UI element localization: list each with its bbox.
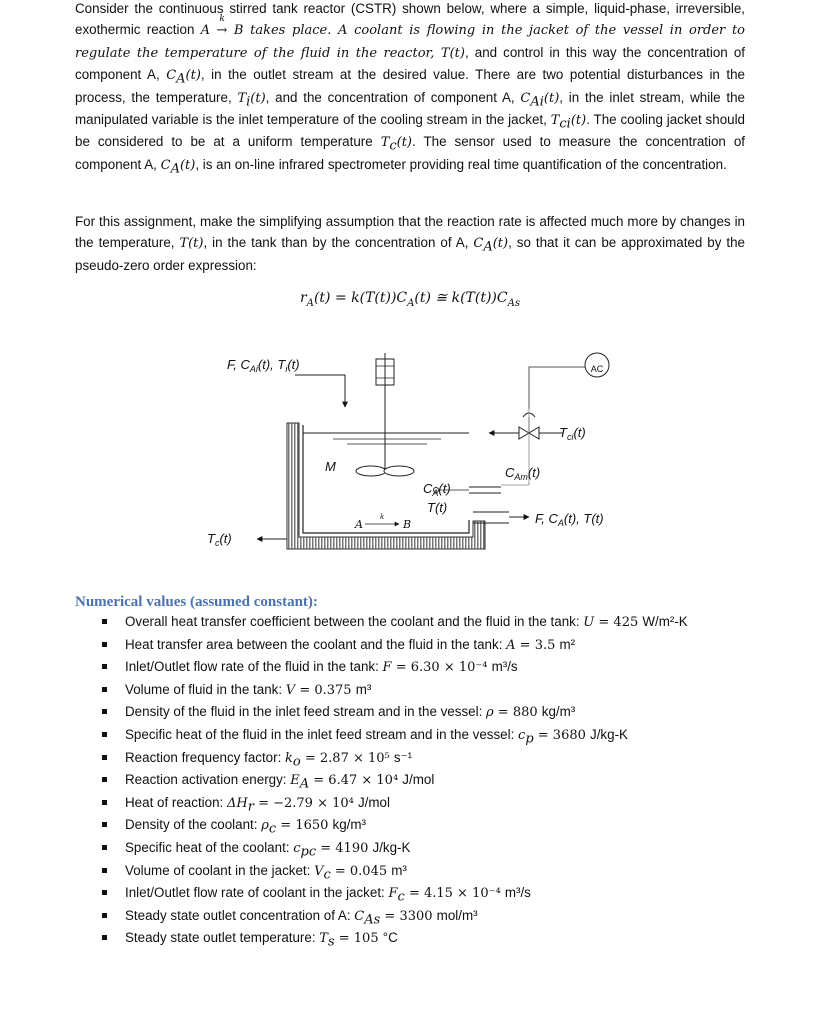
jacket-temp-label: $T_c(t)$ <box>207 531 232 548</box>
rate-equation: $r_A(t) = k(T(t))C_A(t)$ ≅ $k(T(t))C_{As}$ <box>299 290 521 309</box>
control-signal-line <box>529 367 585 409</box>
assumption-paragraph: For this assignment, make the simplifying assumption that the reaction rate is affected much more by changes in the temperature, T(t), in the tank than by the concentration of A, $C_A(t)$, so that it can be approximated by the pseudo-zero order expression: <box>75 214 745 273</box>
feed-inlet-label: F, $C_{Ai}(t)$, $T_i(t)$ <box>227 357 300 374</box>
list-item: Volume of coolant in the jacket: $V_c = 0.045$ m³ <box>100 860 780 883</box>
impeller-right-blade <box>384 466 414 476</box>
impeller-left-blade <box>356 466 386 476</box>
numerical-values-list <box>100 611 780 950</box>
cooling-jacket <box>287 423 485 549</box>
list-item: Specific heat of the coolant: $c_{pc} = 4190$ J/kg-K <box>100 837 780 860</box>
list-item: Inlet/Outlet flow rate of the fluid in the tank: F = 6.30 × 10⁻⁴ m³/s <box>100 656 780 679</box>
svg-text:AC: AC <box>590 364 604 374</box>
feed-inlet-line <box>295 375 345 407</box>
svg-text:k: k <box>380 513 385 521</box>
list-item: Steady state outlet concentration of A: $C_{As} = 3300$ mol/m³ <box>100 905 780 928</box>
vessel-wall <box>303 425 469 533</box>
coolant-inlet-temp-label: $T_{ci}(t)$ <box>559 425 586 442</box>
list-item: Density of the fluid in the inlet feed stream and in the vessel: ρ = 880 kg/m³ <box>100 701 780 724</box>
list-item: Heat transfer area between the coolant and the fluid in the tank: A = 3.5 m² <box>100 634 780 657</box>
list-item: Overall heat transfer coefficient between the coolant and the fluid in the tank: U = 425 W/m²-K <box>100 611 780 634</box>
list-item: Volume of fluid in the tank: V = 0.375 m³ <box>100 679 780 702</box>
svg-text:A: A <box>355 518 363 531</box>
cstr-diagram <box>195 345 625 560</box>
outlet-label: F, $C_A(t)$, T(t) <box>535 511 604 528</box>
numerical-values-heading: Numerical values (assumed constant): <box>75 594 318 610</box>
list-item: Specific heat of the fluid in the inlet feed stream and in the vessel: $c_p = 3680$ J/kg-K <box>100 724 780 747</box>
concentration-label: $C_A(t)$ <box>423 481 451 498</box>
problem-statement-paragraph: Consider the continuous stirred tank reactor (CSTR) shown below, where a simple, liquid-phase, irreversible, exothermic reaction A k → B takes place. A coolant is flowing in the jacket of the vessel in order to regulate the temperature of the fluid in the reactor, T(t), and control in this way the concentration of component A, $C_A(t)$, in the outlet stream at the desired value. There are two potential disturbances in the process, the temperature, $T_i(t)$, and the concentration of component A, $C_{Ai}(t)$, in the inlet stream, while the manipulated variable is the inlet temperature of the cooling stream in the jacket, $T_{ci}(t)$. The cooling jacket should be considered to be at a uniform temperature $T_c(t)$. The sensor used to measure the concentration of component A, $C_A(t)$, is an on-line infrared spectrometer providing real time quantification of the concentration. <box>75 1 746 177</box>
list-item: Density of the coolant: $\rho_c = 1650$ kg/m³ <box>100 814 780 837</box>
mass-label: M <box>325 459 336 474</box>
list-item: Heat of reaction: $\Delta H_r = -2.79 \times 10^4$ J/mol <box>100 792 780 815</box>
list-item: Inlet/Outlet flow rate of coolant in the jacket: $F_c = 4.15 \times 10^{-4}$ m³/s <box>100 882 780 905</box>
list-item: Steady state outlet temperature: $T_s = 105$ °C <box>100 927 780 950</box>
temperature-label: T(t) <box>427 500 448 515</box>
svg-text:B: B <box>403 518 412 531</box>
list-item: Reaction activation energy: $E_A = 6.47 \times 10^4$ J/mol <box>100 769 780 792</box>
measured-concentration-label: $C_{Am}(t)$ <box>505 465 541 482</box>
list-item: Reaction frequency factor: $k_o = 2.87 \times 10^5$ s⁻¹ <box>100 747 780 770</box>
